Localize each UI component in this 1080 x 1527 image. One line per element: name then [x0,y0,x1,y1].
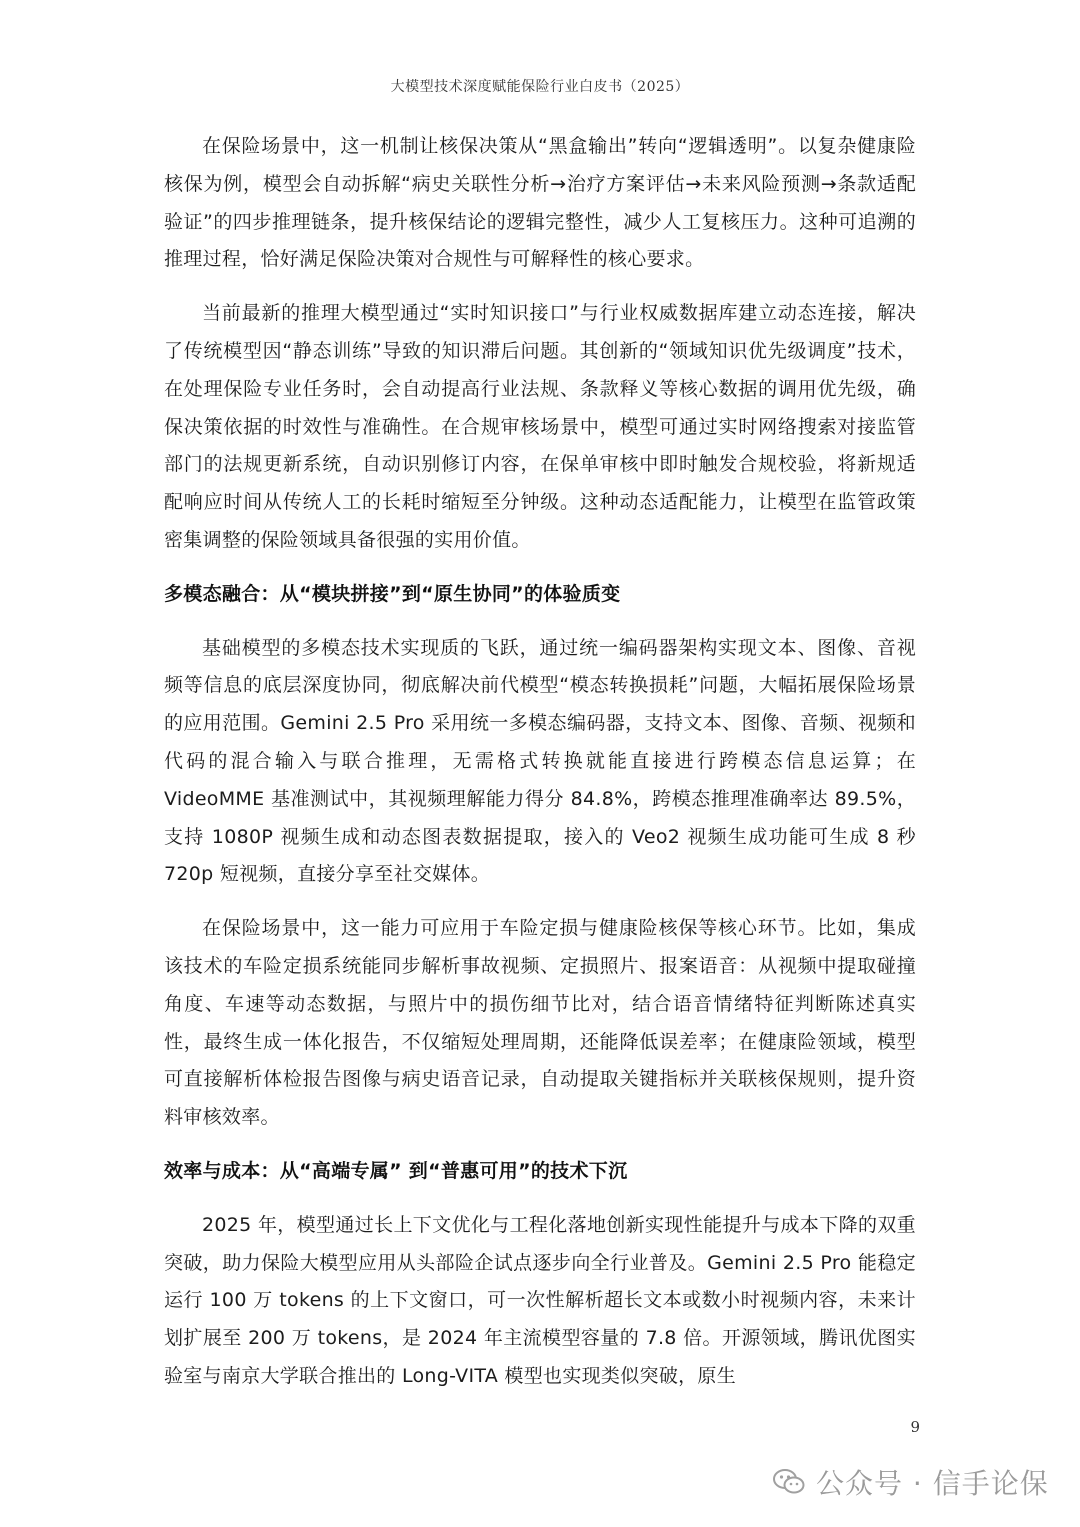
body-paragraph: 当前最新的推理大模型通过“实时知识接口”与行业权威数据库建立动态连接，解决了传统模型因“静态训练”导致的知识滞后问题。其创新的“领域知识优先级调度”技术，在处理保险专业任务时，会自动提高行业法规、条款释义等核心数据的调用优先级，确保决策依据的时效性与准确性。在合规审核场景中，模型可通过实时网络搜索对接监管部门的法规更新系统，自动识别修订内容，在保单审核中即时触发合规校验，将新规适配响应时间从传统人工的长耗时缩短至分钟级。这种动态适配能力，让模型在监管政策密集调整的保险领域具备很强的实用价值。 [164,302,916,551]
watermark [772,1458,1049,1506]
wechat-icon [772,1465,806,1499]
body-paragraph: 基础模型的多模态技术实现质的飞跃，通过统一编码器架构实现文本、图像、音视频等信息的底层深度协同，彻底解决前代模型“模态转换损耗”问题，大幅拓展保险场景的应用范围。Gemini 2.5 Pro 采用统一多模态编码器，支持文本、图像、音频、视频和代码的混合输入与联合推理，无需格式转换就能直接进行跨模态信息运算；在 VideoMME 基准测试中，其视频理解能力得分 84.8%，跨模态推理准确率达 89.5%，支持 1080P 视频生成和动态图表数据提取，接入的 Veo2 视频生成功能可生成 8 秒 720p 短视频，直接分享至社交媒体。 [164,636,916,886]
page-number: 9 [910,1418,920,1436]
body-paragraph: 2025 年，模型通过长上下文优化与工程化落地创新实现性能提升与成本下降的双重突破，助力保险大模型应用从头部险企试点逐步向全行业普及。Gemini 2.5 Pro 能稳定运行 100 万 tokens 的上下文窗口，可一次性解析超长文本或数小时视频内容，未来计划扩展至 200 万 tokens，是 2024 年主流模型容量的 7.8 倍。开源领域，腾讯优图实验室与南京大学联合推出的 Long-VITA 模型也实现类似突破，原生 [164,1213,916,1387]
running-header: 大模型技术深度赋能保险行业白皮书（2025） [390,79,690,95]
body-paragraph: 在保险场景中，这一能力可应用于车险定损与健康险核保等核心环节。比如，集成该技术的车险定损系统能同步解析事故视频、定损照片、报案语音：从视频中提取碰撞角度、车速等动态数据，与照片中的损伤细节比对，结合语音情绪特征判断陈述真实性，最终生成一体化报告，不仅缩短处理周期，还能降低误差率；在健康险领域，模型可直接解析体检报告图像与病史语音记录，自动提取关键指标并关联核保规则，提升资料审核效率。 [164,917,916,1129]
section-heading-efficiency: 效率与成本：从“高端专属” 到“普惠可用”的技术下沉 [164,1159,628,1182]
body-paragraph: 在保险场景中，这一机制让核保决策从“黑盒输出”转向“逻辑透明”。以复杂健康险核保为例，模型会自动拆解“病史关联性分析→治疗方案评估→未来风险预测→条款适配验证”的四步推理链条，提升核保结论的逻辑完整性，减少人工复核压力。这种可追溯的推理过程，恰好满足保险决策对合规性与可解释性的核心要求。 [164,135,916,271]
page-body [164,128,916,1412]
section-heading-multimodal: 多模态融合：从“模块拼接”到“原生协同”的体验质变 [164,582,621,605]
watermark-text: 公众号 · 信手论保 [816,1467,1049,1500]
